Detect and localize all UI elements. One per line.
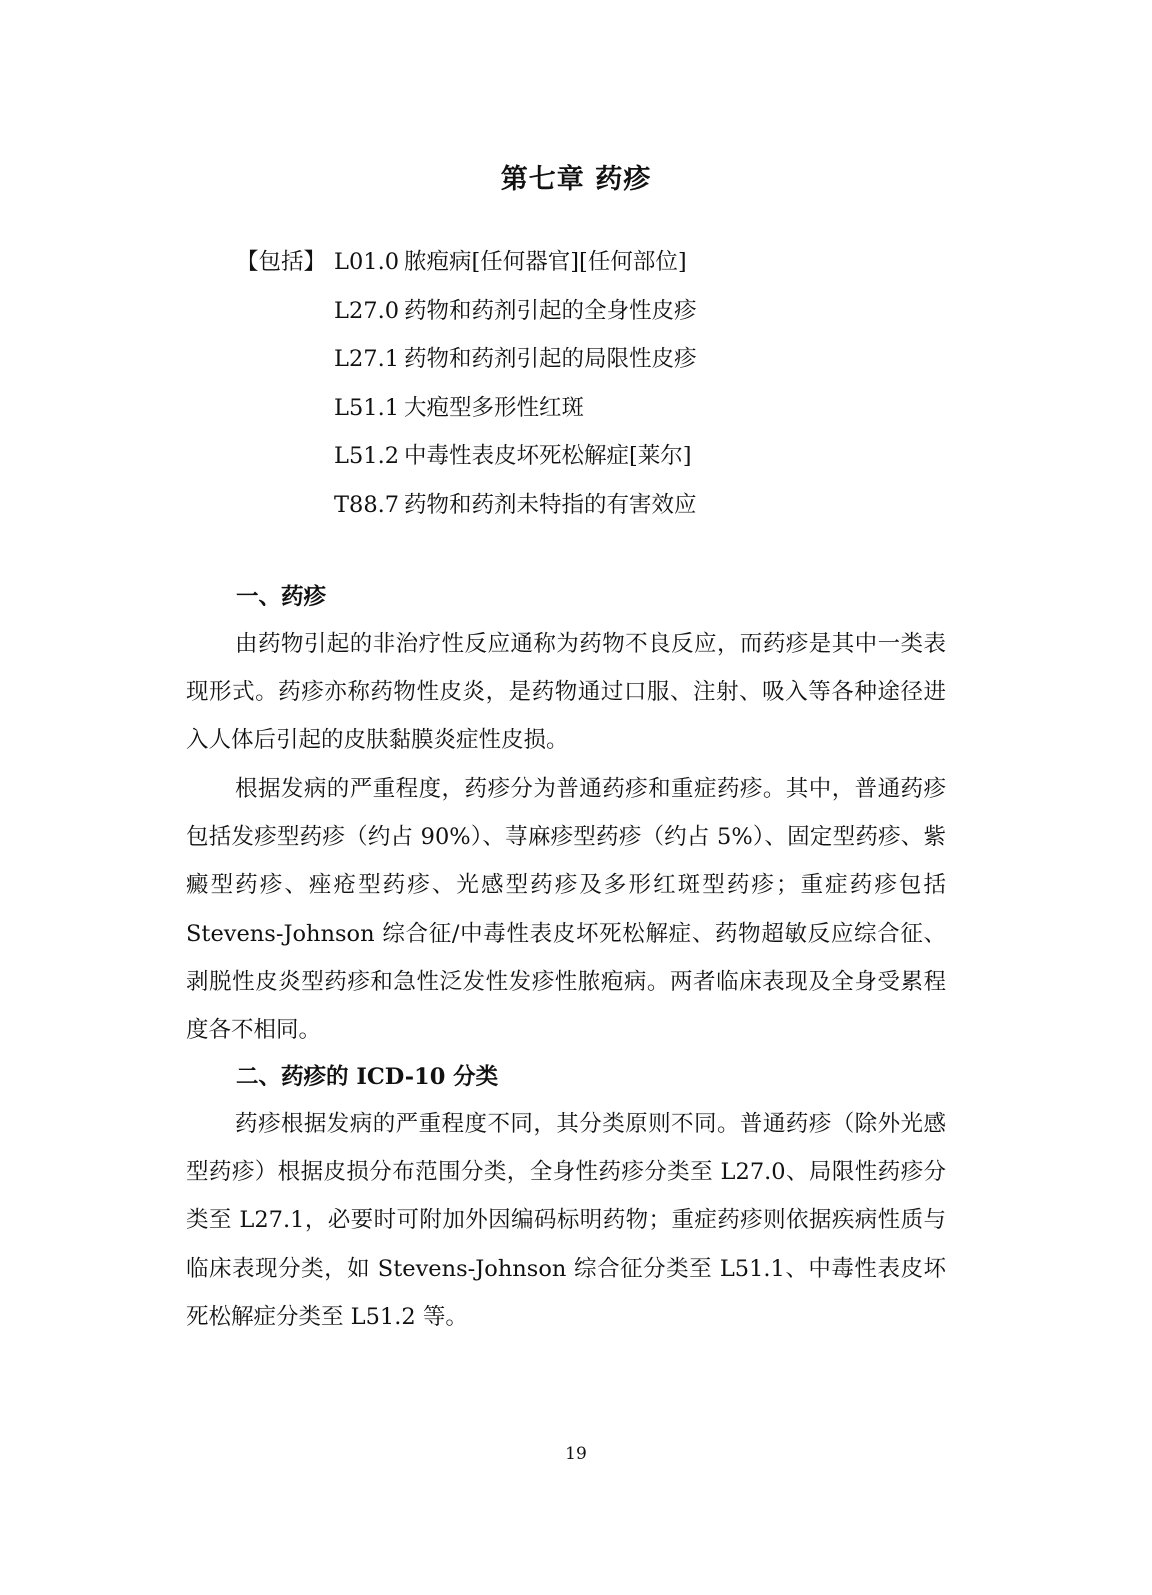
body-paragraph: 药疹根据发病的严重程度不同，其分类原则不同。普通药疹（除外光感型药疹）根据皮损分布范围分类，全身性药疹分类至 L27.0、局限性药疹分类至 L27.1，必要时可附加外因编码标明药物；重症药疹则依据疾病性质与临床表现分类，如 Stevens-Johnson 综合征分类至 L51.1、中毒性表皮坏死松解症分类至 L51.2 等。 <box>186 1111 946 1330</box>
body-paragraph: 由药物引起的非治疗性反应通称为药物不良反应，而药疹是其中一类表现形式。药疹亦称药物性皮炎，是药物通过口服、注射、吸入等各种途径进入人体后引起的皮肤黏膜炎症性皮损。 <box>186 631 946 754</box>
includes-row <box>236 287 697 336</box>
icd-description: 药物和药剂引起的全身性皮疹 <box>404 297 697 324</box>
icd-code: T88.7 <box>334 491 400 518</box>
includes-label: 【包括】 <box>236 249 327 275</box>
icd-code: L27.0 <box>334 297 400 324</box>
icd-description: 中毒性表皮坏死松解症[莱尔] <box>404 443 692 469</box>
icd-code: L27.1 <box>334 346 400 372</box>
icd-code: L51.1 <box>334 394 400 421</box>
chapter-title: 第七章 药疹 <box>500 164 652 195</box>
icd-code: L51.2 <box>334 443 400 469</box>
includes-row <box>236 481 697 530</box>
icd-description: 大疱型多形性红斑 <box>404 394 585 421</box>
icd-code: L01.0 <box>334 249 400 275</box>
icd-description: 药物和药剂未特指的有害效应 <box>404 491 697 518</box>
includes-row <box>236 384 697 433</box>
page-number: 19 <box>565 1444 587 1464</box>
section-heading: 一、药疹 <box>236 584 327 610</box>
includes-row <box>236 238 697 287</box>
icd-description: 药物和药剂引起的局限性皮疹 <box>404 346 697 372</box>
includes-list <box>236 238 697 529</box>
icd-description: 脓疱病[任何器官][任何部位] <box>404 249 687 275</box>
body-paragraph: 根据发病的严重程度，药疹分为普通药疹和重症药疹。其中，普通药疹包括发疹型药疹（约占 90%）、荨麻疹型药疹（约占 5%）、固定型药疹、紫癜型药疹、痤疮型药疹、光感型药疹及多形红斑型药疹；重症药疹包括 Stevens-Johnson 综合征/中毒性表皮坏死松解症、药物超敏反应综合征、剥脱性皮炎型药疹和急性泛发性发疹性脓疱病。两者临床表现及全身受累程度各不相同。 <box>186 776 946 1044</box>
section-heading: 二、药疹的 ICD-10 分类 <box>236 1064 499 1090</box>
includes-row <box>236 432 697 481</box>
includes-row <box>236 335 697 384</box>
